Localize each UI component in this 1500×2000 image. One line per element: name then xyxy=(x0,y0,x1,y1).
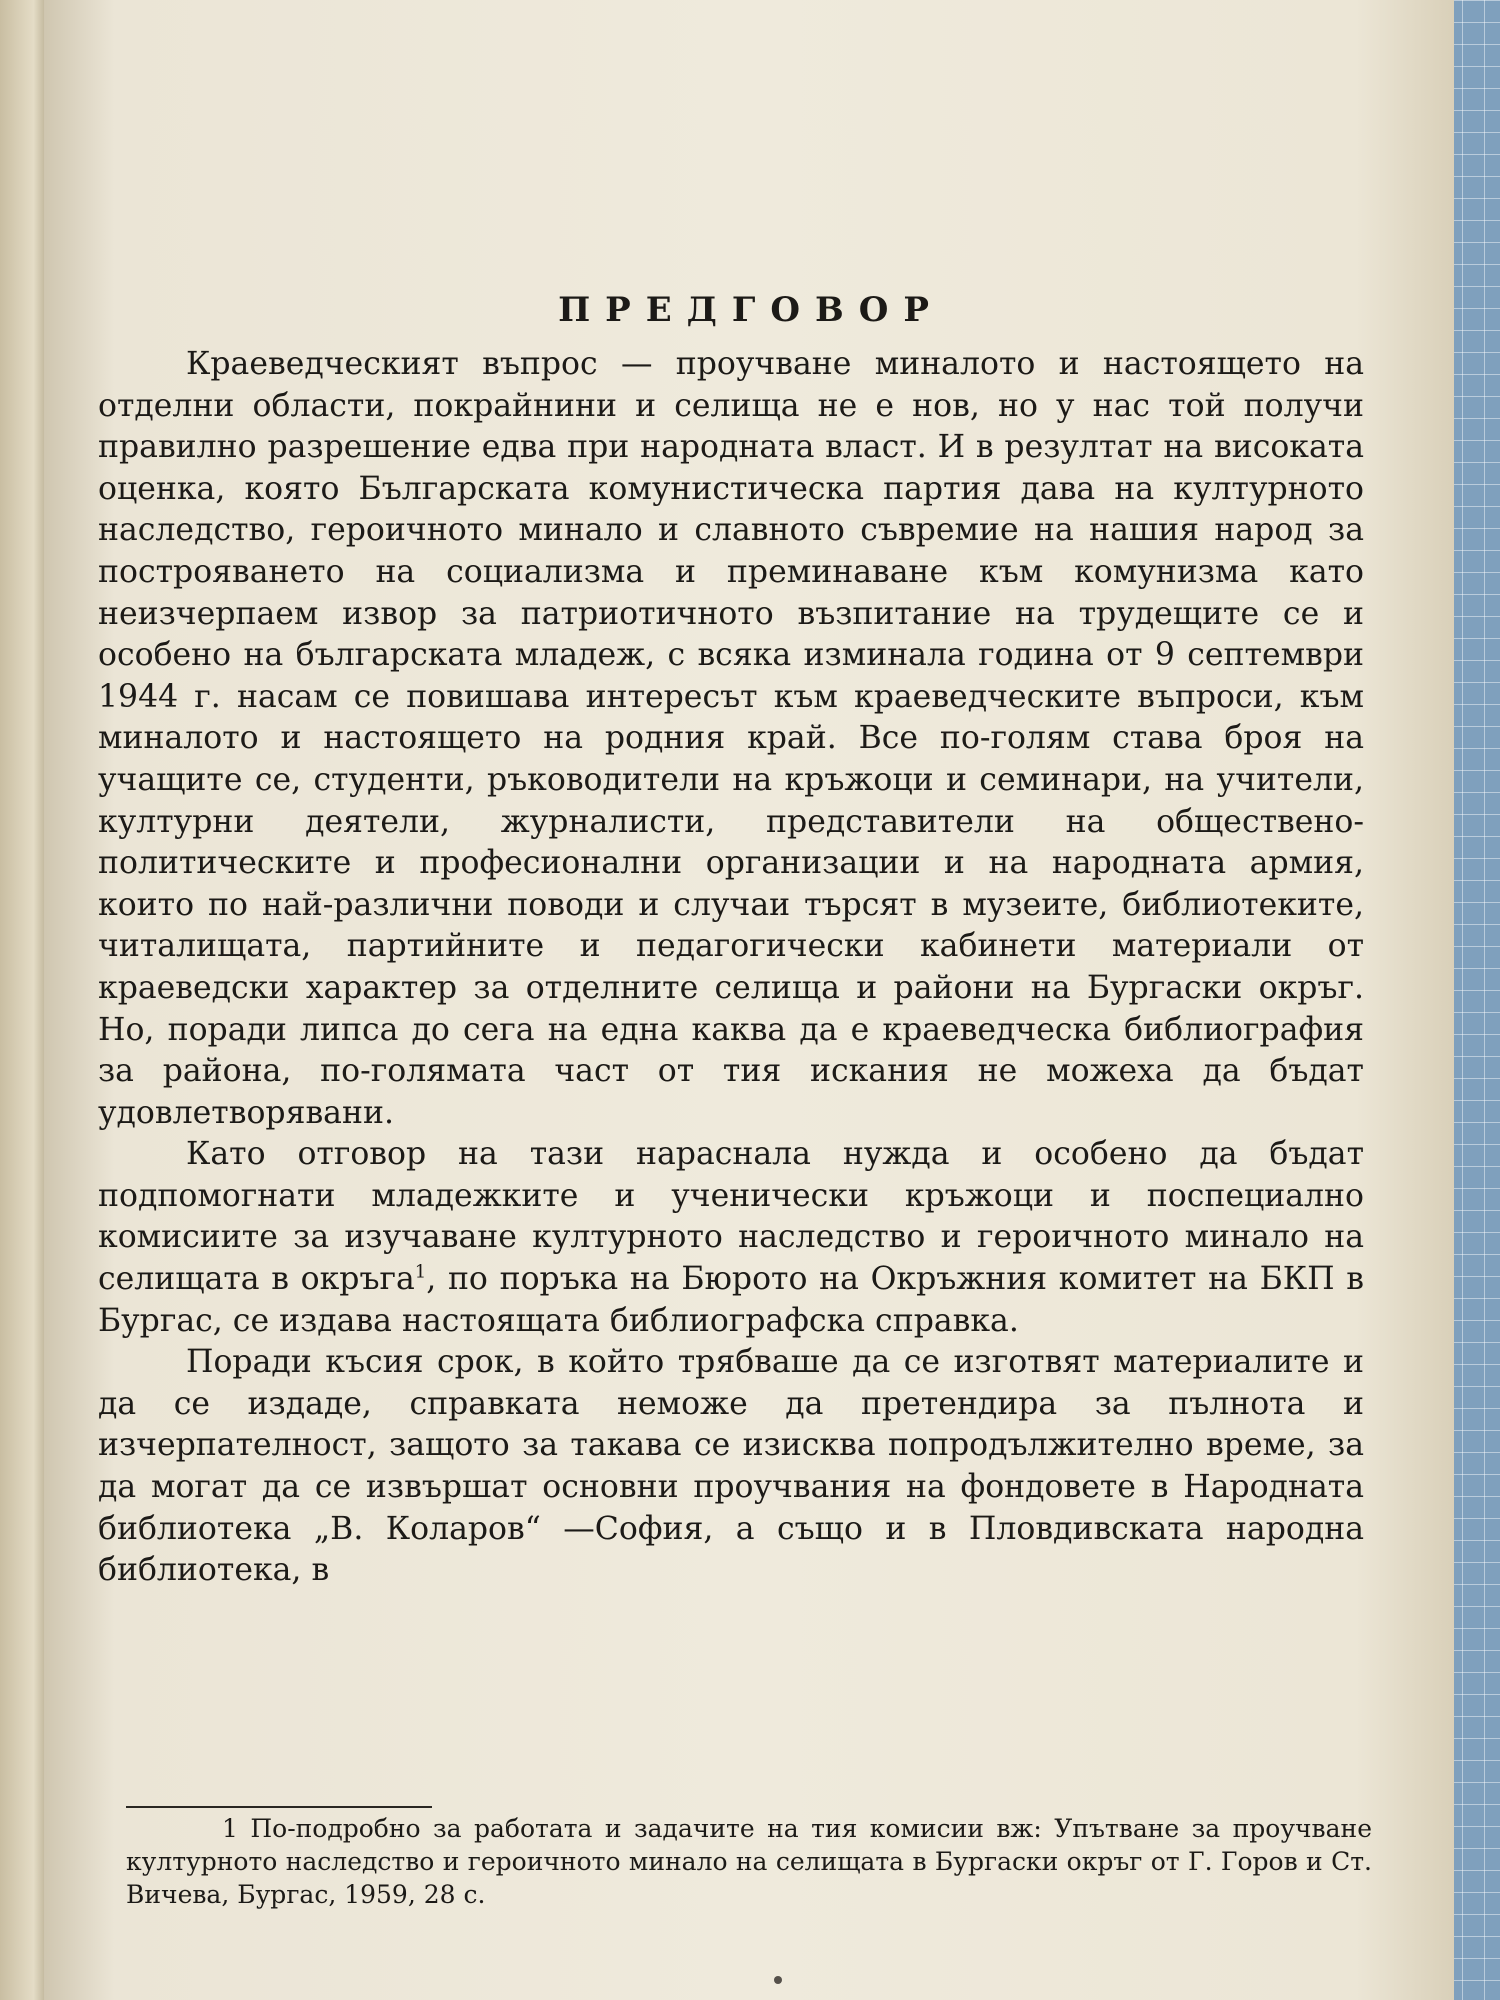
page-title: ПРЕДГОВОР xyxy=(558,290,944,330)
page-body xyxy=(98,290,1364,1592)
previous-page-edge xyxy=(0,0,48,2000)
footnote-reference: 1 xyxy=(414,1261,427,1283)
book-page xyxy=(44,0,1454,2000)
paragraph-3: Поради късия срок, в който трябваше да се изготвят материалите и да се издаде, справката неможе да претендира за пълнота и изчерпателност, защото за такава се изисква попродължително време, за да могат да се извършат основни проучвания на фондовете в Народната библиотека „В. Коларов“ —София, а също и в Пловдивската народна библиотека, в xyxy=(98,1344,1364,1589)
paragraph-2: Като отговор на тази нараснала нужда и особено да бъдат подпомогнати младежките и ученически кръжоци и поспециално комисиите за изучаване културното наследство и героичното минало на селищата в окръга$^1$, по поръка на Бюрото на Окръжния комитет на БКП в Бургас, се издава настоящата библиографска справка. xyxy=(98,1136,1364,1339)
page-dot xyxy=(774,1976,782,1984)
footnote: 1 По-подробно за работата и задачите на тия комисии вж: Упътване за проучване културното наследство и героичното минало на селищата в Бургаски окръг от Г. Горов и Ст. Вичева, Бургас, 1959, 28 с. xyxy=(126,1814,1372,1909)
paragraph-1: Краеведческият въпрос — проучване миналото и настоящето на отделни области, покрайнини и селища не е нов, но у нас той получи правилно разрешение едва при народната власт. И в резултат на високата оценка, която Българската комунистическа партия дава на културното наследство, героичното минало и славното съвремие на нашия народ за построяването на социализма и преминаване към комунизма като неизчерпаем извор за патриотичното възпитание на трудещите се и особено на българската младеж, с всяка изминала година от 9 септември 1944 г. насам се повишава интересът към краеведческите въпроси, към миналото и настоящето на родния край. Все по-голям става броя на учащите се, студенти, ръководители на кръжоци и семинари, на учители, културни деятели, журналисти, представители на обществено-политическите и професионални организации и на народната армия, които по най-различни поводи и случаи търсят в музеите, библиотеките, читалищата, партийните и педагогически кабинети материали от краеведски характер за отделните селища и райони на Бургаски окръг. Но, поради липса до сега на една каква да е краеведческа библиография за района, по-голямата част от тия искания не можеха да бъдат удовлетворявани. xyxy=(98,346,1364,1131)
footnote-divider xyxy=(126,1806,432,1808)
